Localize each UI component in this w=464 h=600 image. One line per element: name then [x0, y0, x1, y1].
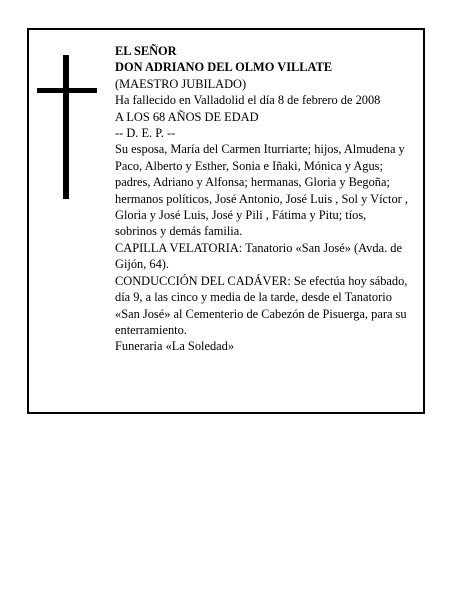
- deceased-name: DON ADRIANO DEL OLMO VILLATE: [115, 60, 333, 75]
- procession-text: Se efectúa hoy sábado, día 9, a las cinco y media de la tarde, desde el Tanatorio «San José» al Cementerio de Cabezón de Pisuerga, para su enterramiento.: [115, 273, 408, 337]
- age-line: A LOS 68 AÑOS DE EDAD: [115, 109, 259, 124]
- occupation: (MAESTRO JUBILADO): [115, 76, 247, 91]
- cross-vertical-bar: [63, 55, 69, 199]
- chapel-paragraph: CAPILLA VELATORIA: Tanatorio «San José» (Avda. de Gijón, 64).: [115, 240, 402, 272]
- cross-icon: [37, 55, 97, 199]
- obituary-notice: [27, 28, 425, 414]
- notice-text-block: [115, 43, 411, 355]
- procession-label: CONDUCCIÓN DEL CADÁVER:: [115, 273, 291, 288]
- procession-paragraph: [115, 273, 411, 339]
- funeral-home: Funeraria «La Soledad»: [115, 339, 235, 354]
- death-statement: Ha fallecido en Valladolid el día 8 de febrero de 2008: [115, 93, 381, 108]
- cross-horizontal-bar: [37, 88, 97, 93]
- title-line-1: EL SEÑOR: [115, 44, 177, 58]
- family-paragraph: Su esposa, María del Carmen Iturriarte; hijos, Almudena y Paco, Alberto y Esther, Sonia e Iñaki, Mónica y Agus; padres, Adriano y Alfonsa; hermanas, Gloria y Begoña; hermanos políticos, José Antonio, José Luis , Sol y Víctor , Gloria y José Luis, José y Pili , Fátima y Pitu; tíos, sobrinos y demás familia.: [115, 142, 409, 239]
- rip-line: -- D. E. P. --: [115, 126, 176, 141]
